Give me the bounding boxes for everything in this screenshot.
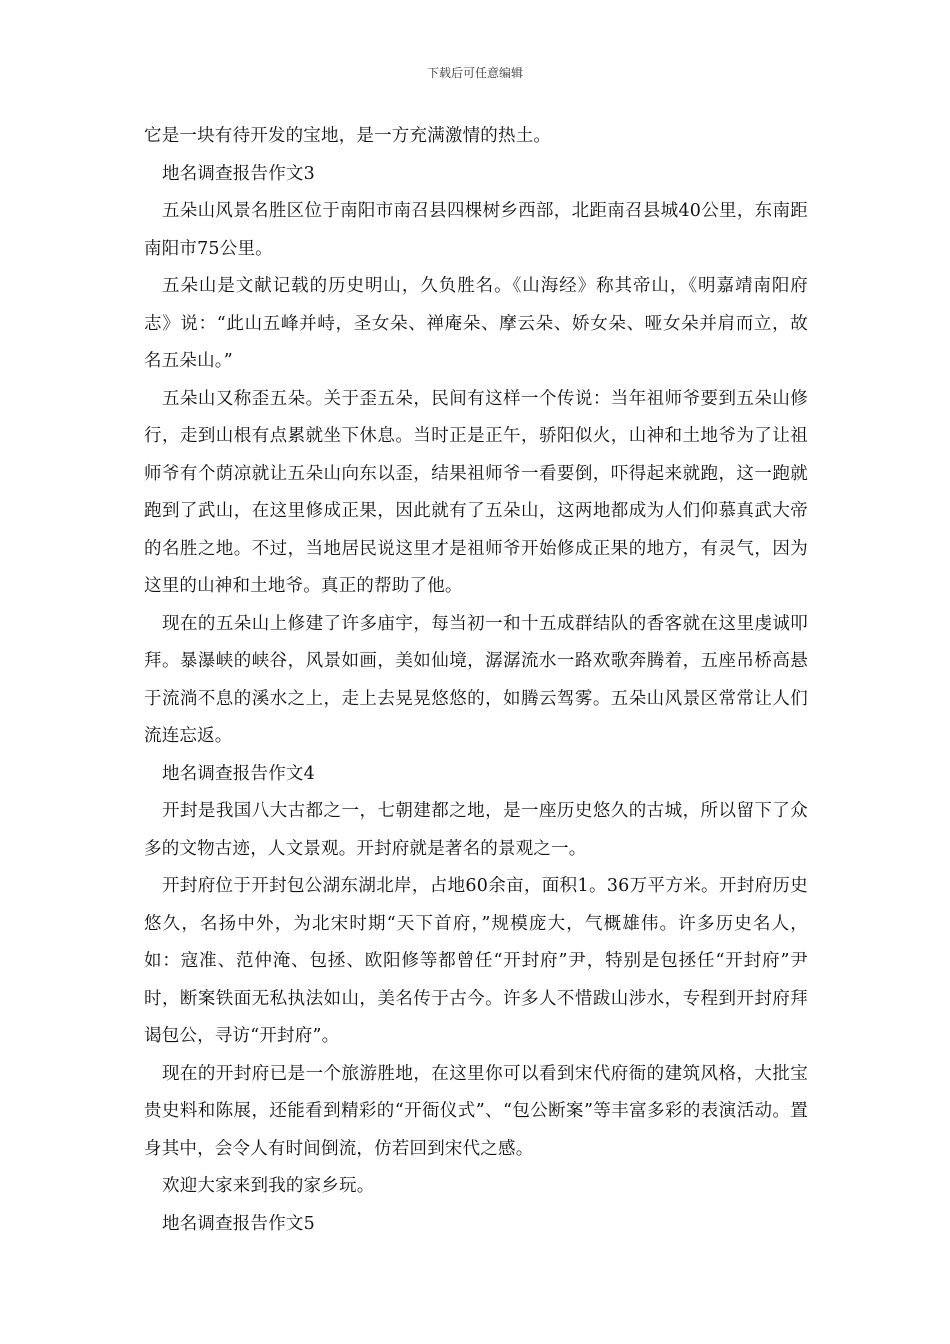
- paragraph: 五朵山是文献记载的历史明山，久负胜名。《山海经》称其帝山，《明嘉靖南阳府志》说：“此山五峰并峙，圣女朵、禅庵朵、摩云朵、娇女朵、哑女朵并肩而立，故名五朵山。”: [144, 276, 808, 371]
- section-heading: 地名调查报告作文4: [162, 763, 315, 784]
- document-body: [144, 118, 808, 1243]
- paragraph: 现在的开封府已是一个旅游胜地，在这里你可以看到宋代府衙的建筑风格，大批宝贵史料和陈展，还能看到精彩的“开衙仪式”、“包公断案”等丰富多彩的表演活动。置身其中，会令人有时间倒流，仿若回到宋代之感。: [144, 1063, 808, 1159]
- page-header: 下载后可任意编辑: [426, 66, 523, 80]
- paragraph: 五朵山风景名胜区位于南阳市南召县四棵树乡西部，北距南召县城40公里，东南距南阳市75公里。: [144, 201, 808, 259]
- paragraph: 五朵山又称歪五朵。关于歪五朵，民间有这样一个传说：当年祖师爷要到五朵山修行，走到山根有点累就坐下休息。当时正是正午，骄阳似火，山神和土地爷为了让祖师爷有个荫凉就让五朵山向东以歪，结果祖师爷一看要倒，吓得起来就跑，这一跑就跑到了武山，在这里修成正果，因此就有了五朵山，这两地都成为人们仰慕真武大帝的名胜之地。不过，当地居民说这里才是祖师爷开始修成正果的地方，有灵气，因为这里的山神和土地爷。真正的帮助了他。: [144, 388, 808, 596]
- paragraph: 它是一块有待开发的宝地，是一方充满激情的热土。: [144, 126, 552, 146]
- paragraph: 现在的五朵山上修建了许多庙宇，每当初一和十五成群结队的香客就在这里虔诚叩拜。暴瀑峡的峡谷，风景如画，美如仙境，潺潺流水一路欢歌奔腾着，五座吊桥高悬于流淌不息的溪水之上，走上去晃晃悠悠的，如腾云驾雾。五朵山风景区常常让人们流连忘返。: [144, 613, 808, 746]
- paragraph: 开封府位于开封包公湖东湖北岸，占地60余亩，面积1。36万平方米。开封府历史悠久，名扬中外，为北宋时期“天下首府，”规模庞大，气概雄伟。许多历史名人，如：寇准、范仲淹、包拯、欧阳修等都曾任“开封府”尹，特别是包拯任“开封府”尹时，断案铁面无私执法如山，美名传于古今。许多人不惜跋山涉水，专程到开封府拜谒包公，寻访“开封府”。: [144, 876, 808, 1046]
- paragraph: 欢迎大家来到我的家乡玩。: [162, 1176, 375, 1196]
- section-heading: 地名调查报告作文3: [162, 163, 315, 184]
- paragraph: 开封是我国八大古都之一，七朝建都之地，是一座历史悠久的古城，所以留下了众多的文物古迹，人文景观。开封府就是著名的景观之一。: [144, 801, 808, 859]
- section-heading: 地名调查报告作文5: [162, 1213, 315, 1234]
